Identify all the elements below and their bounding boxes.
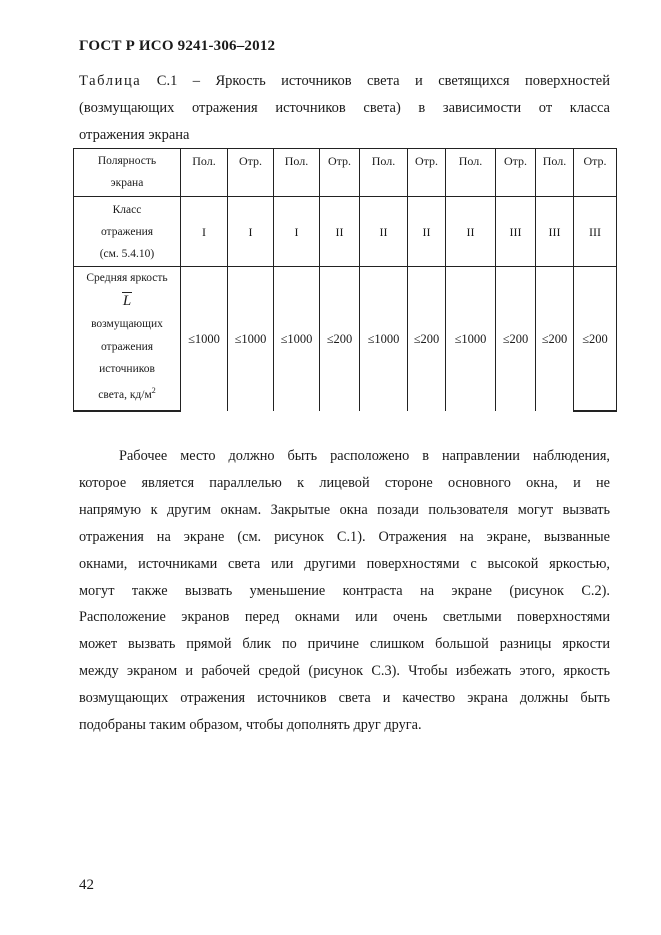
caption-line-1 [79, 68, 610, 95]
table-cell: Пол. [360, 149, 408, 197]
caption-line-2: (возмущающих отражения источников света) в зависимости от класса [79, 100, 610, 116]
paragraph-line: подобраны таким образом, чтобы дополнять друг друга. [79, 717, 422, 734]
body-paragraph [79, 443, 610, 739]
paragraph-line: отражения на экране (см. рисунок С.1). Отражения на экране, вызванные [79, 528, 610, 545]
table-cell: III [574, 197, 617, 267]
label-line: возмущающих [91, 318, 163, 330]
caption-label: Таблица [79, 73, 142, 89]
label-line: источников [99, 363, 155, 375]
table-cell: Отр. [496, 149, 536, 197]
page-number: 42 [79, 877, 94, 893]
table-cell: I [228, 197, 274, 267]
row-label-reflection-class [74, 197, 181, 267]
paragraph-line: которое является параллелью к лицевой стороне основного окна, и не [79, 474, 610, 491]
paragraph-line: напрямую к другим окнам. Закрытые окна позади пользователя могут вызвать [79, 501, 610, 518]
table-cell: ≤200 [496, 267, 536, 412]
table-cell: I [274, 197, 320, 267]
table-caption [79, 68, 610, 149]
table-cell: ≤200 [320, 267, 360, 412]
table-cell: Отр. [574, 149, 617, 197]
paragraph-line: окнами, источниками света или другими поверхностями с высокой яркостью, [79, 555, 610, 572]
table-cell: II [408, 197, 446, 267]
table-cell: I [181, 197, 228, 267]
table-cell: ≤200 [408, 267, 446, 412]
label-line: отражения [100, 340, 154, 353]
table-cell: ≤1000 [446, 267, 496, 412]
table-cell: II [446, 197, 496, 267]
label-line: Средняя яркость [86, 272, 168, 284]
paragraph-line: возмущающих отражения источников света и качество экрана должны быть [79, 690, 610, 707]
table-cell: III [536, 197, 574, 267]
table-cell: Отр. [228, 149, 274, 197]
table-cell: Пол. [446, 149, 496, 197]
table-cell: Отр. [320, 149, 360, 197]
paragraph-line: между экраном и рабочей средой (рисунок С.3). Чтобы избежать этого, яркость [79, 663, 610, 680]
label-line: Полярность [97, 155, 157, 167]
row-label-polarity [74, 149, 181, 197]
table-row-reflection-class [74, 197, 617, 267]
document-header: ГОСТ Р ИСО 9241-306–2012 [79, 38, 276, 54]
table-cell: Отр. [408, 149, 446, 197]
table-cell: ≤1000 [360, 267, 408, 412]
unit-label [98, 386, 156, 402]
table-row-polarity [74, 149, 617, 197]
table-row-average-luminance [74, 267, 617, 412]
caption-number: С.1 [156, 73, 178, 89]
paragraph-line: Расположение экранов перед окнами или очень светлыми поверхностями [79, 609, 610, 626]
table-cell: ≤200 [536, 267, 574, 412]
caption-line-3: отражения экрана [79, 127, 190, 143]
label-line: (см. 5.4.10) [99, 247, 155, 260]
table-cell: II [360, 197, 408, 267]
table-cell: ≤1000 [181, 267, 228, 412]
caption-text: – Яркость источников света и светящихся поверхностей [192, 73, 610, 89]
table-cell: ≤1000 [228, 267, 274, 412]
paragraph-line: Рабочее место должно быть расположено в направлении наблюдения, [119, 448, 610, 464]
table-cell: Пол. [181, 149, 228, 197]
table-cell: Пол. [536, 149, 574, 197]
label-line: экрана [110, 177, 144, 189]
table-cell: ≤1000 [274, 267, 320, 412]
luminance-table [73, 148, 617, 412]
table-cell: ≤200 [574, 267, 617, 412]
table-cell: III [496, 197, 536, 267]
unit-text: света, кд/м [98, 389, 152, 402]
paragraph-line: могут также вызвать уменьшение контраста на экране (рисунок С.2). [79, 582, 610, 599]
table-cell: II [320, 197, 360, 267]
table-cell: Пол. [274, 149, 320, 197]
unit-superscript: 2 [151, 386, 156, 396]
label-line: отражения [100, 225, 154, 238]
row-label-average-luminance [74, 267, 181, 412]
luminance-symbol: L [122, 292, 132, 309]
paragraph-line: может вызвать прямой блик по причине слишком большой разницы яркости [79, 636, 610, 653]
label-line: Класс [112, 203, 142, 216]
